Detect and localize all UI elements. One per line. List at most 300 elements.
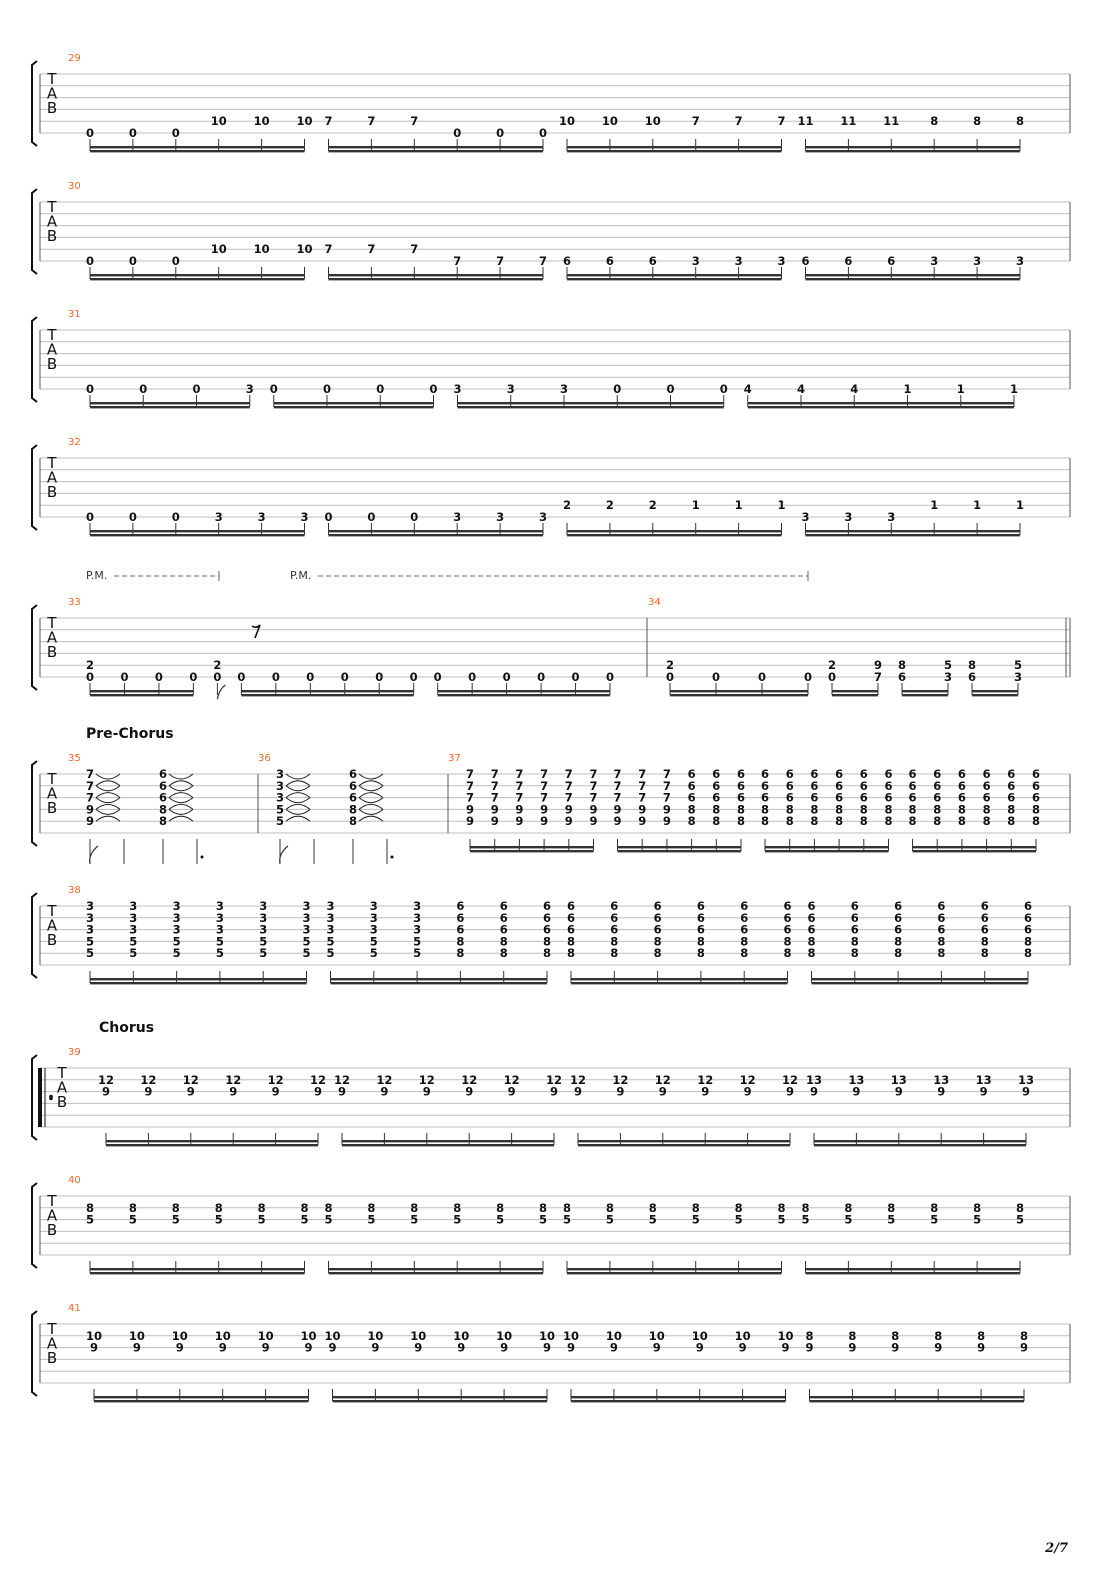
fret-number: 3 [413, 922, 422, 937]
fret-number: 8 [844, 1200, 853, 1215]
fret-number: 6 [807, 922, 816, 937]
note-beam [810, 1400, 1025, 1402]
fret-number: 6 [1031, 778, 1041, 793]
fret-number: 7 [465, 790, 475, 805]
fret-number: 6 [844, 254, 853, 268]
fret-number: 8 [1031, 814, 1041, 829]
fret-number: 9 [465, 802, 475, 817]
fret-number: 3 [275, 778, 285, 793]
fret-number: 1 [777, 498, 786, 513]
let-ring-tie [286, 781, 310, 786]
note-beam [438, 694, 610, 696]
fret-number: 9 [937, 1084, 946, 1099]
fret-number: 9 [589, 802, 598, 817]
tab-clef-letter: B [46, 799, 58, 817]
fret-number: 8 [171, 1200, 180, 1215]
fret-number: 7 [873, 670, 883, 684]
fret-number: 3 [369, 899, 378, 913]
fret-number: 7 [367, 242, 376, 257]
fret-number: 6 [980, 910, 989, 925]
note-beam [342, 1144, 554, 1146]
fret-number: 6 [884, 767, 893, 781]
fret-number: 9 [652, 1340, 661, 1355]
fret-number: 5 [172, 946, 181, 961]
fret-number: 0 [85, 382, 95, 396]
fret-number: 5 [324, 1212, 333, 1227]
fret-number: 0 [409, 670, 418, 684]
fret-number: 9 [805, 1340, 814, 1355]
note-beam [810, 1396, 1025, 1398]
note-beam [814, 1144, 1026, 1146]
system-bracket [32, 893, 37, 978]
fret-number: 6 [760, 790, 770, 805]
fret-number: 0 [496, 126, 505, 140]
fret-number: 5 [85, 1212, 95, 1227]
fret-number: 9 [549, 1084, 559, 1099]
let-ring-tie [286, 804, 310, 809]
fret-number: 3 [369, 922, 378, 937]
fret-number: 10 [214, 1328, 231, 1343]
fret-number: 3 [214, 510, 223, 524]
fret-number: 6 [982, 767, 991, 781]
fret-number: 2 [562, 498, 572, 513]
note-beam [571, 982, 788, 984]
fret-number: 6 [908, 767, 917, 781]
fret-number: 8 [933, 802, 942, 817]
fret-number: 8 [930, 114, 939, 129]
fret-number: 0 [120, 670, 129, 684]
fret-number: 9 [175, 1340, 184, 1355]
fret-number: 9 [848, 1340, 857, 1355]
note-beam [832, 694, 878, 696]
fret-number: 6 [348, 790, 358, 805]
note-beam [670, 690, 808, 692]
fret-number: 12 [333, 1072, 351, 1087]
note-beam [90, 530, 305, 532]
let-ring-tie [359, 781, 383, 786]
note-beam [333, 1400, 548, 1402]
fret-number: 5 [413, 934, 422, 949]
fret-number: 9 [218, 1340, 227, 1355]
fret-number: 6 [696, 922, 705, 937]
fret-number: 3 [691, 254, 700, 268]
fret-number: 12 [376, 1072, 393, 1087]
let-ring-tie [359, 798, 383, 803]
fret-number: 5 [171, 1212, 180, 1227]
fret-number: 1 [734, 498, 743, 513]
let-ring-tie [169, 809, 193, 814]
tab-clef-letter: A [46, 784, 58, 803]
section-label: Pre-Chorus [86, 726, 174, 742]
fret-number: 9 [542, 1340, 552, 1355]
fret-number: 0 [433, 670, 442, 684]
fret-number: 5 [691, 1212, 700, 1227]
fret-number: 6 [807, 899, 816, 913]
fret-number: 5 [259, 934, 268, 949]
note-beam [806, 274, 1021, 276]
fret-number: 3 [538, 510, 548, 524]
fret-number: 3 [453, 510, 462, 524]
fret-number: 5 [259, 946, 268, 961]
fret-number: 3 [215, 910, 224, 925]
note-beam [913, 846, 1037, 848]
note-beam [90, 694, 193, 696]
fret-number: 6 [1023, 910, 1033, 925]
fret-number: 7 [662, 767, 671, 781]
fret-number: 12 [461, 1072, 478, 1087]
fret-number: 6 [648, 254, 657, 268]
fret-number: 5 [128, 1212, 137, 1227]
tab-clef-letter: B [46, 1221, 58, 1239]
note-beam [913, 850, 1037, 852]
fret-number: 9 [701, 1084, 710, 1099]
fret-number: 8 [777, 1200, 786, 1215]
fret-number: 6 [884, 790, 893, 805]
note-beam [902, 690, 948, 692]
fret-number: 3 [275, 790, 285, 805]
page-number: 2/7 [1045, 1541, 1068, 1556]
fret-number: 6 [566, 910, 576, 925]
fret-number: 8 [691, 1200, 700, 1215]
note-beam [331, 978, 548, 980]
fret-number: 11 [840, 114, 857, 129]
fret-number: 6 [859, 767, 868, 781]
dot-icon [391, 856, 394, 859]
fret-number: 8 [801, 1200, 810, 1215]
fret-number: 8 [937, 946, 946, 961]
fret-number: 11 [883, 114, 900, 129]
let-ring-tie [286, 816, 310, 821]
fret-number: 6 [542, 910, 552, 925]
note-beam [342, 1140, 554, 1142]
note-beam [567, 530, 782, 532]
fret-number: 3 [85, 910, 95, 925]
let-ring-tie [96, 786, 120, 791]
note-beam [329, 1268, 544, 1270]
fret-number: 3 [1013, 670, 1023, 684]
fret-number: 8 [785, 802, 794, 817]
fret-number: 7 [490, 767, 499, 781]
fret-number: 6 [937, 922, 946, 937]
fret-number: 6 [894, 899, 903, 913]
fret-number: 10 [253, 114, 270, 129]
fret-number: 9 [132, 1340, 141, 1355]
note-beam [806, 1268, 1021, 1270]
system-bracket [32, 1055, 37, 1140]
note-beam [748, 406, 1014, 408]
note-flag-icon [90, 846, 98, 864]
fret-number: 0 [322, 382, 332, 396]
note-beam [241, 690, 413, 692]
system-bracket [32, 445, 37, 530]
fret-number: 8 [1023, 946, 1033, 961]
fret-number: 3 [973, 254, 982, 268]
note-beam [972, 690, 1018, 692]
fret-number: 6 [348, 767, 358, 781]
fret-number: 7 [613, 778, 622, 793]
fret-number: 9 [658, 1084, 667, 1099]
fret-number: 6 [980, 922, 989, 937]
fret-number: 8 [1031, 802, 1041, 817]
fret-number: 8 [973, 1200, 982, 1215]
measure-number: 37 [448, 753, 461, 764]
system-bracket [32, 605, 37, 690]
fret-number: 5 [734, 1212, 743, 1227]
fret-number: 12 [97, 1072, 115, 1087]
fret-number: 5 [844, 1212, 853, 1227]
fret-number: 1 [956, 382, 965, 396]
fret-number: 9 [186, 1084, 195, 1099]
fret-number: 7 [564, 778, 573, 793]
fret-number: 3 [413, 899, 422, 913]
let-ring-tie [286, 786, 310, 791]
fret-number: 4 [796, 382, 806, 396]
fret-number: 1 [1009, 382, 1019, 396]
fret-number: 3 [85, 922, 95, 937]
fret-number: 0 [666, 382, 675, 396]
fret-number: 10 [562, 1328, 580, 1343]
fret-number: 6 [933, 767, 942, 781]
fret-number: 12 [140, 1072, 157, 1087]
fret-number: 1 [691, 498, 700, 513]
fret-number: 10 [210, 242, 227, 257]
fret-number: 10 [253, 242, 270, 257]
fret-number: 7 [638, 778, 647, 793]
fret-number: 8 [610, 934, 619, 949]
fret-number: 0 [128, 254, 137, 268]
note-flag-icon [280, 846, 288, 864]
tab-clef-letter: T [47, 70, 57, 88]
fret-number: 6 [740, 922, 749, 937]
fret-number: 8 [712, 814, 721, 829]
fret-number: 9 [144, 1084, 153, 1099]
note-beam [806, 534, 1021, 536]
fret-number: 6 [937, 899, 946, 913]
fret-number: 12 [267, 1072, 284, 1087]
note-beam [90, 406, 250, 408]
measure-number: 35 [68, 753, 81, 764]
tab-system [32, 1303, 1070, 1402]
fret-number: 5 [801, 1212, 810, 1227]
fret-number: 12 [225, 1072, 242, 1087]
fret-number: 9 [573, 1084, 583, 1099]
note-beam [567, 534, 782, 536]
fret-number: 8 [810, 814, 819, 829]
fret-number: 3 [259, 910, 268, 925]
fret-number: 8 [897, 658, 907, 673]
fret-number: 7 [662, 778, 671, 793]
fret-number: 7 [490, 778, 499, 793]
fret-number: 3 [302, 922, 311, 937]
fret-number: 5 [777, 1212, 786, 1227]
fret-number: 3 [129, 899, 138, 913]
fret-number: 7 [734, 114, 743, 129]
fret-number: 3 [734, 254, 743, 268]
repeat-bar-icon [38, 1068, 42, 1127]
fret-number: 10 [85, 1328, 103, 1343]
fret-number: 9 [261, 1340, 270, 1355]
tab-clef-letter: B [46, 355, 58, 373]
fret-number: 3 [777, 254, 786, 268]
fret-number: 8 [736, 802, 746, 817]
fret-number: 3 [129, 922, 138, 937]
note-beam [832, 690, 878, 692]
note-beam [329, 274, 544, 276]
fret-number: 5 [453, 1212, 462, 1227]
fret-number: 9 [616, 1084, 625, 1099]
fret-number: 3 [496, 510, 505, 524]
measure-number: 30 [68, 181, 81, 192]
fret-number: 9 [490, 814, 499, 829]
tab-clef-letter: A [46, 628, 58, 647]
fret-number: 8 [734, 1200, 743, 1215]
measure-number: 34 [648, 597, 661, 608]
fret-number: 6 [980, 899, 989, 913]
let-ring-tie [96, 798, 120, 803]
fret-number: 6 [810, 778, 819, 793]
fret-number: 0 [85, 126, 95, 140]
fret-number: 5 [129, 946, 138, 961]
fret-number: 6 [1007, 767, 1016, 781]
fret-number: 9 [304, 1340, 313, 1355]
fret-number: 6 [908, 790, 917, 805]
tab-clef-letter: B [46, 227, 58, 245]
fret-number: 6 [760, 778, 770, 793]
fret-number: 3 [215, 899, 224, 913]
fret-number: 10 [558, 114, 576, 129]
fret-number: 7 [589, 767, 598, 781]
fret-number: 0 [665, 670, 675, 684]
fret-number: 6 [740, 899, 749, 913]
note-beam [806, 146, 1021, 148]
measure-number: 31 [68, 309, 81, 320]
note-beam [748, 402, 1014, 404]
let-ring-tie [169, 774, 193, 779]
fret-number: 6 [785, 790, 794, 805]
note-beam [241, 694, 413, 696]
tab-clef-letter: A [46, 468, 58, 487]
fret-number: 9 [328, 1340, 337, 1355]
system-bracket [32, 317, 37, 402]
fret-number: 10 [296, 114, 313, 129]
fret-number: 0 [453, 126, 462, 140]
note-beam [90, 982, 307, 984]
fret-number: 10 [648, 1328, 665, 1343]
fret-number: 6 [712, 790, 721, 805]
fret-number: 3 [453, 382, 462, 396]
fret-number: 6 [785, 767, 794, 781]
fret-number: 8 [687, 802, 696, 817]
fret-number: 6 [542, 899, 552, 913]
fret-number: 8 [980, 934, 989, 949]
note-beam [94, 1400, 309, 1402]
fret-number: 3 [326, 910, 335, 925]
fret-number: 9 [229, 1084, 238, 1099]
fret-number: 10 [777, 1328, 794, 1343]
fret-number: 13 [805, 1072, 823, 1087]
let-ring-tie [169, 781, 193, 786]
fret-number: 7 [515, 778, 524, 793]
fret-number: 8 [499, 946, 508, 961]
fret-number: 5 [129, 934, 138, 949]
fret-number: 9 [422, 1084, 431, 1099]
fret-number: 8 [973, 114, 982, 129]
fret-number: 6 [957, 778, 966, 793]
fret-number: 10 [210, 114, 227, 129]
fret-number: 0 [410, 510, 419, 524]
note-beam [812, 982, 1029, 984]
fret-number: 2 [213, 658, 222, 673]
tab-clef-letter: A [46, 1206, 58, 1225]
fret-number: 8 [810, 802, 819, 817]
note-beam [458, 402, 724, 404]
fret-number: 6 [897, 670, 907, 684]
fret-number: 7 [564, 790, 573, 805]
fret-number: 6 [687, 790, 696, 805]
note-beam [329, 150, 544, 152]
fret-number: 9 [894, 1084, 903, 1099]
tab-clef-letter: T [47, 454, 57, 472]
fret-number: 6 [610, 922, 619, 937]
fret-number: 8 [887, 1200, 896, 1215]
note-beam [274, 406, 434, 408]
fret-number: 9 [695, 1340, 704, 1355]
fret-number: 8 [456, 934, 465, 949]
fret-number: 3 [275, 767, 285, 781]
fret-number: 9 [662, 802, 671, 817]
fret-number: 0 [171, 510, 180, 524]
note-beam [578, 1140, 790, 1142]
fret-number: 9 [638, 802, 647, 817]
fret-number: 7 [564, 767, 573, 781]
note-beam [329, 534, 544, 536]
fret-number: 9 [271, 1084, 280, 1099]
fret-number: 8 [496, 1200, 505, 1215]
tab-clef-letter: A [46, 212, 58, 231]
fret-number: 0 [468, 670, 477, 684]
let-ring-tie [286, 809, 310, 814]
tab-system [32, 53, 1070, 152]
fret-number: 8 [740, 946, 749, 961]
note-beam [765, 850, 889, 852]
fret-number: 9 [465, 1084, 474, 1099]
fret-number: 0 [213, 670, 222, 684]
fret-number: 5 [275, 814, 285, 829]
fret-number: 8 [835, 802, 844, 817]
fret-number: 9 [781, 1340, 790, 1355]
fret-number: 3 [930, 254, 939, 268]
fret-number: 5 [85, 946, 95, 961]
fret-number: 7 [515, 790, 524, 805]
fret-number: 5 [1013, 658, 1023, 673]
tab-clef-letter: T [47, 770, 57, 788]
fret-number: 0 [502, 670, 511, 684]
fret-number: 3 [129, 910, 138, 925]
note-beam [567, 150, 782, 152]
fret-number: 0 [711, 670, 721, 684]
fret-number: 8 [348, 814, 358, 829]
fret-number: 6 [348, 778, 358, 793]
fret-number: 3 [257, 510, 266, 524]
fret-number: 9 [934, 1340, 943, 1355]
fret-number: 8 [760, 802, 770, 817]
fret-number: 6 [158, 767, 168, 781]
fret-number: 3 [259, 922, 268, 937]
fret-number: 6 [810, 767, 819, 781]
fret-number: 8 [687, 814, 696, 829]
note-beam [94, 1396, 309, 1398]
note-beam [571, 978, 788, 980]
